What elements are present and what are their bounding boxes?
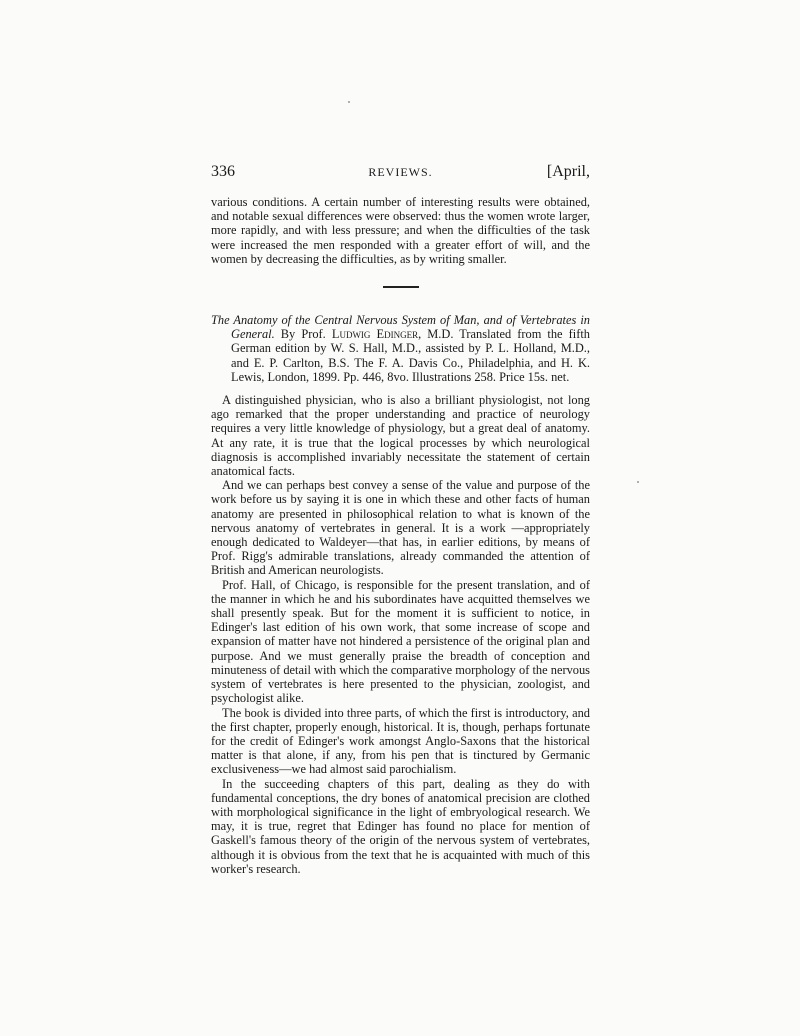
citation-details: , M.D. Translated from the fifth German edition by W. S. Hall, M.D., assisted by P. L. Holland, M.D., and E. P. Carlton, B.S. The F. A. Davis Co., Philadelphia, and H. K. Lewis, London, 1899. Pp. 446, 8vo. Illustrations 258. Price 15s. net.	[231, 327, 590, 384]
citation-by: By Prof.	[280, 327, 326, 342]
running-head	[211, 163, 590, 185]
text-column	[211, 163, 590, 876]
scan-speck	[348, 101, 350, 103]
page-number: 336	[211, 163, 235, 180]
review-paragraph: In the succeeding chapters of this part, dealing as they do with fundamental conceptions, the dry bones of anatomical precision are clothed with morphological significance in the light of embryological research. We may, it is true, regret that Edinger has found no place for mention of Gaskell's famous theory of the origin of the nervous system of vertebrates, although it is obvious from the text that he is acquainted with much of this worker's research.	[211, 776, 590, 876]
section-divider	[383, 286, 419, 288]
review-paragraph: A distinguished physician, who is also a brilliant physiologist, not long ago remarked that the proper understanding and practice of neurology requires a very little knowledge of physiology, but a great deal of anatomy. At any rate, it is true that the logical processes by which neurological diagnosis is accomplished invariably necessitate the statement of certain anatomical facts.	[211, 393, 590, 479]
book-title: The Anatomy of the Central Nervous System of Man, and of Vertebrates in General.	[211, 313, 590, 342]
review-paragraph: The book is divided into three parts, of which the first is introductory, and the first chapter, properly enough, historical. It is, though, perhaps fortunate for the credit of Edinger's work amongst Anglo-Saxons that the historical matter is that alone, if any, from his pen that is tinctured by Germanic exclusiveness—we had almost said parochialism.	[211, 705, 590, 777]
running-head-month: [April,	[546, 163, 590, 180]
review-citation	[211, 313, 590, 384]
author-name: Ludwig Edinger	[331, 327, 419, 342]
continued-paragraph: various conditions. A certain number of interesting results were obtained, and notable sexual differences were observed: thus the women wrote larger, more rapidly, and with less pressure; and when the difficulties of the task were increased the men responded with a greater effort of will, and the women by decreasing the difficulties, as by writing smaller.	[211, 195, 590, 266]
review-paragraph: Prof. Hall, of Chicago, is responsible for the present translation, and of the manner in which he and his subordinates have acquitted themselves we shall presently speak. But for the moment it is sufficient to notice, in Edinger's last edition of his own work, that some increase of scope and expansion of matter have not hindered a persistence of the original plan and purpose. And we must generally praise the breadth of conception and minuteness of detail with which the comparative morphology of the nervous system of vertebrates is here presented to the physician, zoologist, and psychologist alike.	[211, 577, 590, 706]
review-paragraph: And we can perhaps best convey a sense of the value and purpose of the work before us by saying it is one in which these and other facts of human anatomy are presented in philosophical relation to what is known of the nervous anatomy of vertebrates in general. It is a work —appropriately enough dedicated to Waldeyer—that has, in earlier editions, by means of Prof. Rigg's admirable translations, already commanded the attention of British and American neurologists.	[211, 478, 590, 578]
scan-speck	[637, 481, 639, 483]
review-body	[211, 393, 590, 876]
section-title: REVIEWS.	[368, 165, 433, 179]
